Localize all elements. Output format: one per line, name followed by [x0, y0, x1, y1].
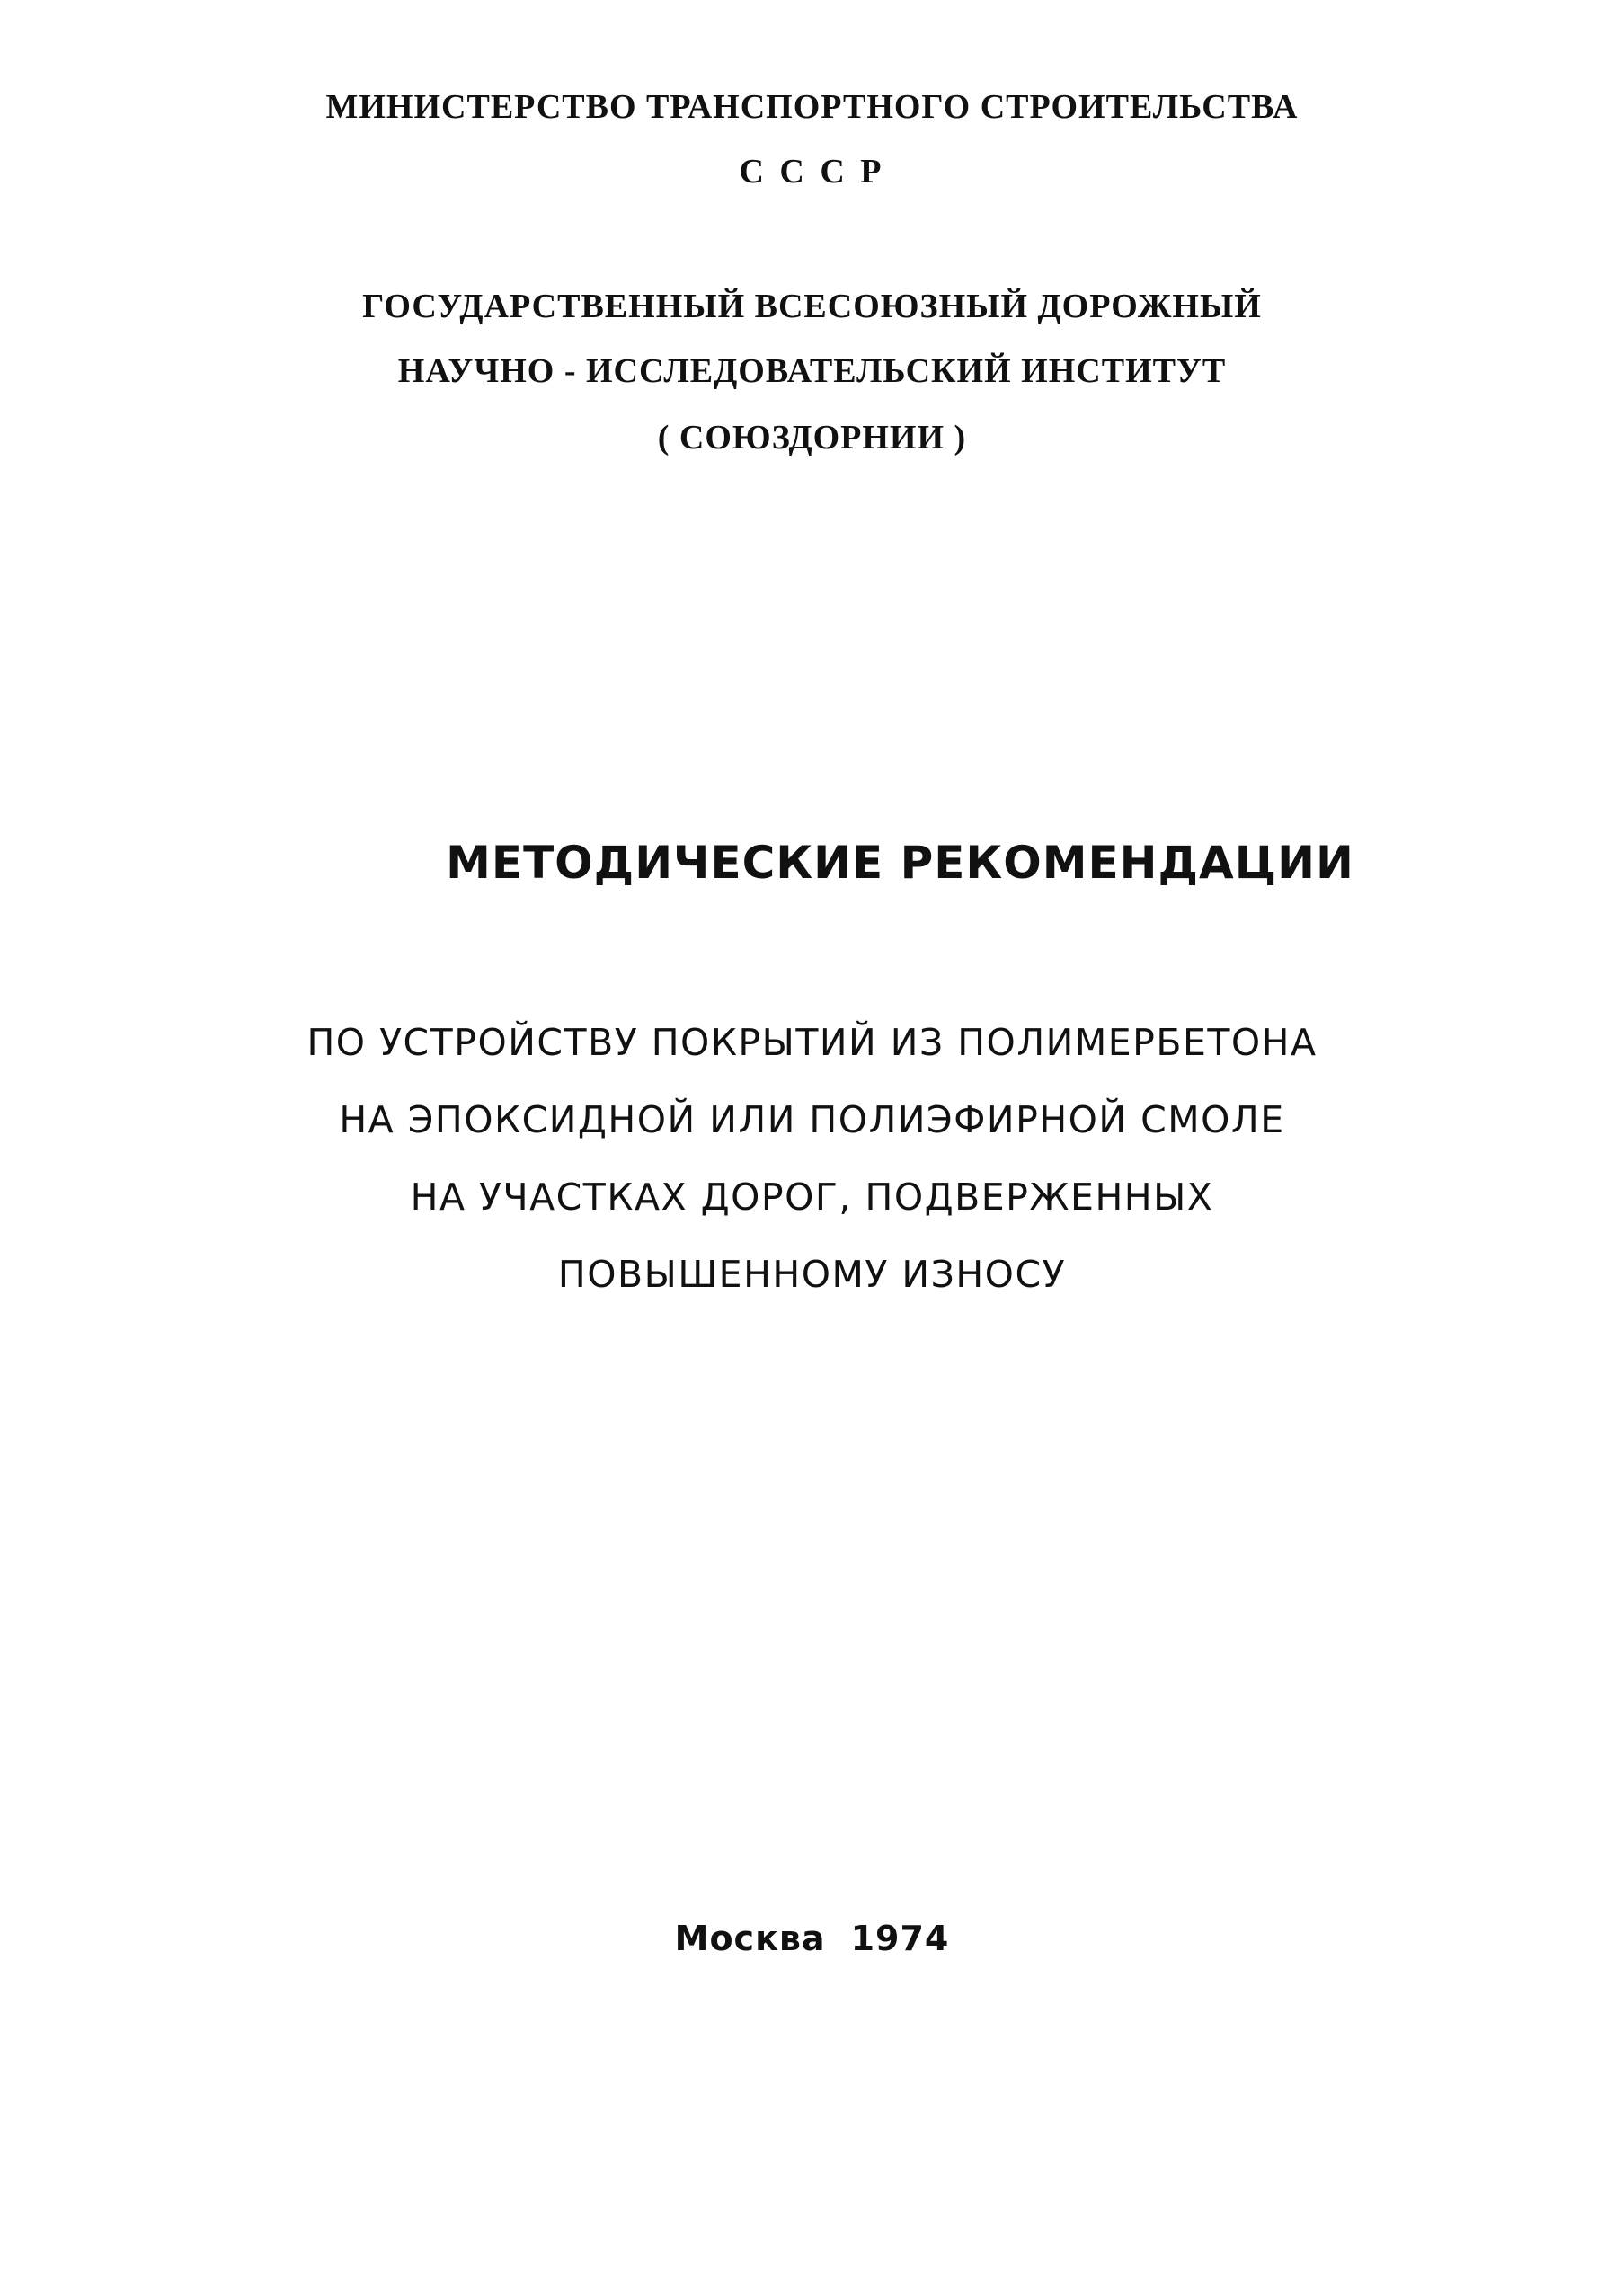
imprint-year: 1974 [850, 1919, 950, 1958]
ministry-name: МИНИСТЕРСТВО ТРАНСПОРТНОГО СТРОИТЕЛЬСТВА [325, 88, 1299, 126]
subtitle-line: ПО УСТРОЙСТВУ ПОКРЫТИЙ ИЗ ПОЛИМЕРБЕТОНА [306, 1021, 1318, 1064]
country-name: С С С Р [739, 153, 885, 191]
subtitle-line: НА УЧАСТКАХ ДОРОГ, ПОДВЕРЖЕННЫХ [410, 1175, 1214, 1219]
document-title: МЕТОДИЧЕСКИЕ РЕКОМЕНДАЦИИ [446, 837, 1354, 889]
institute-abbreviation: ( СОЮЗДОРНИИ ) [657, 419, 967, 457]
subtitle-line: НА ЭПОКСИДНОЙ ИЛИ ПОЛИЭФИРНОЙ СМОЛЕ [339, 1098, 1285, 1141]
institute-name-line-1: ГОСУДАРСТВЕННЫЙ ВСЕСОЮЗНЫЙ ДОРОЖНЫЙ [362, 288, 1262, 325]
institute-name-line-2: НАУЧНО - ИССЛЕДОВАТЕЛЬСКИЙ ИНСТИТУТ [397, 352, 1227, 390]
subtitle-line: ПОВЫШЕННОМУ ИЗНОСУ [557, 1253, 1067, 1296]
imprint [0, 1919, 1624, 1958]
imprint-city: Москва [674, 1919, 826, 1958]
